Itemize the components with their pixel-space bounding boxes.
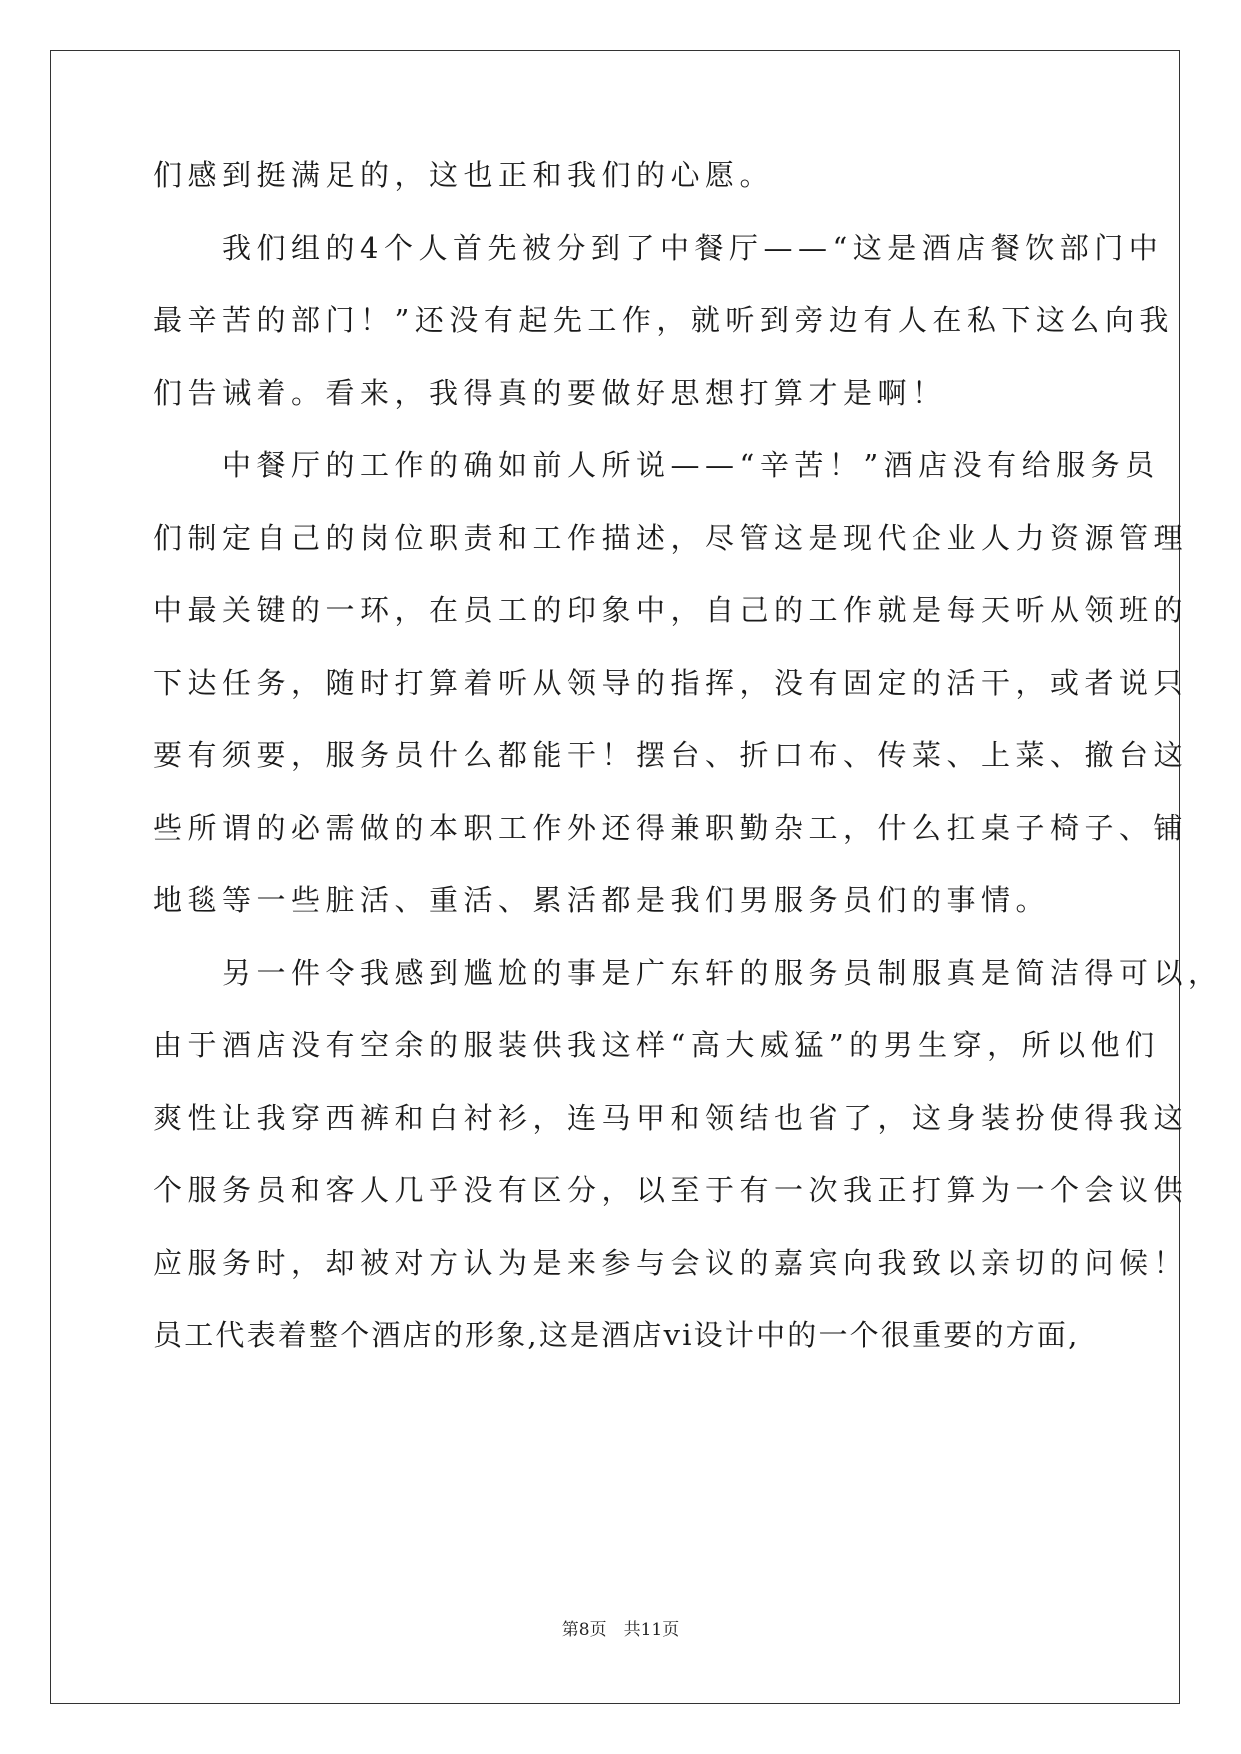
- body-text-line: 中餐厅的工作的确如前人所说——“辛苦！”酒店没有给服务员: [153, 448, 1160, 482]
- body-text-line: 我们组的4个人首先被分到了中餐厅——“这是酒店餐饮部门中: [153, 231, 1164, 265]
- body-text-line: 最辛苦的部门！”还没有起先工作，就听到旁边有人在私下这么向我: [153, 303, 1174, 337]
- body-text-line: 爽性让我穿西裤和白衬衫，连马甲和领结也省了，这身装扮使得我这: [153, 1101, 1189, 1135]
- body-text-line: 地毯等一些脏活、重活、累活都是我们男服务员们的事情。: [153, 883, 1051, 917]
- body-text-line: 另一件令我感到尴尬的事是广东轩的服务员制服真是简洁得可以，: [153, 956, 1223, 990]
- body-text-line: 们感到挺满足的，这也正和我们的心愿。: [153, 158, 775, 192]
- body-text-line: 们告诫着。看来，我得真的要做好思想打算才是啊！: [153, 376, 947, 410]
- page-footer: [0, 1618, 1241, 1642]
- body-text-line: 下达任务，随时打算着听从领导的指挥，没有固定的活干，或者说只: [153, 666, 1189, 700]
- page-number-label: 第8页 共11页: [561, 1620, 680, 1640]
- body-text-line: 们制定自己的岗位职责和工作描述，尽管这是现代企业人力资源管理: [153, 521, 1189, 555]
- body-text-line: 些所谓的必需做的本职工作外还得兼职勤杂工，什么扛桌子椅子、铺: [153, 811, 1189, 845]
- body-text-line: 个服务员和客人几乎没有区分，以至于有一次我正打算为一个会议供: [153, 1173, 1189, 1207]
- body-text-line: 要有须要，服务员什么都能干！摆台、折口布、传菜、上菜、撤台这: [153, 738, 1189, 772]
- body-text-line: 由于酒店没有空余的服装供我这样“高大威猛”的男生穿，所以他们: [153, 1028, 1160, 1062]
- body-text-line: 员工代表着整个酒店的形象,这是酒店vi设计中的一个很重要的方面,: [153, 1318, 1080, 1352]
- body-text-line: 应服务时，却被对方认为是来参与会议的嘉宾向我致以亲切的问候！: [153, 1246, 1189, 1280]
- body-text-line: 中最关键的一环，在员工的印象中，自己的工作就是每天听从领班的: [153, 593, 1189, 627]
